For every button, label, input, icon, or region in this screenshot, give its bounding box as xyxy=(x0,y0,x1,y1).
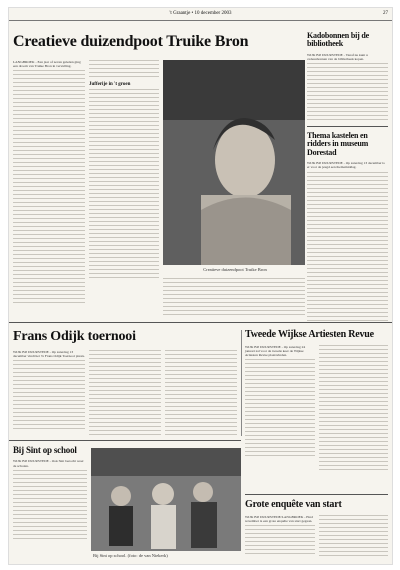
main-body-lines-2 xyxy=(89,89,159,279)
theme-headline: Thema kastelen en ridders in museum Dorestad xyxy=(307,131,369,157)
theme-article xyxy=(307,132,388,318)
page-number: 27 xyxy=(383,11,388,16)
tweede-article xyxy=(245,330,388,490)
portrait-illustration xyxy=(163,60,305,265)
portrait-photo xyxy=(163,60,305,265)
main-article-bottom xyxy=(163,278,305,318)
section-rule-1 xyxy=(9,322,392,323)
sint-illustration xyxy=(91,448,241,551)
main-subhead: Jufferije in 't groen xyxy=(89,82,131,87)
main-body-lines-1 xyxy=(13,70,85,306)
kado-headline: Kadobonnen bij de bibliotheek xyxy=(307,31,369,49)
section-rule-2 xyxy=(9,440,241,441)
issue-line: 't Graantje • 10 december 2003 xyxy=(169,11,232,16)
sint-headline: Bij Sint op school xyxy=(13,445,77,455)
page-header xyxy=(9,8,392,21)
frans-headline: Frans Odijk toernooi xyxy=(13,329,136,344)
sint-caption: Bij Sint op school. (foto: de van Niekerk) xyxy=(93,553,168,558)
column-divider xyxy=(241,330,242,436)
sint-photo xyxy=(91,448,241,551)
grote-lead-text: WIJK BIJ DUURSTEDE/LANGBROEK - Eind november is een grote enquête van start gegaan. xyxy=(245,514,313,523)
kado-lead-text: WIJK BIJ DUURSTEDE - Vanaf nu kunt u cadeaubonnen van de bibliotheek kopen. xyxy=(307,52,368,61)
newspaper-page xyxy=(9,8,392,564)
main-article-col-1 xyxy=(13,60,85,318)
frans-col-3 xyxy=(165,350,237,436)
grote-headline: Grote enquête van start xyxy=(245,499,342,510)
theme-lead-text: WIJK BIJ DUURSTEDE - Op zaterdag 13 december is er voor de jeugd een themamiddag. xyxy=(307,161,385,170)
grote-article xyxy=(245,500,388,560)
frans-col-1 xyxy=(13,350,85,436)
sint-lead-text: WIJK BIJ DUURSTEDE - Ook Sint bezocht weer de scholen. xyxy=(13,459,84,468)
frans-col-2 xyxy=(89,350,161,436)
theme-body-lines xyxy=(307,172,388,322)
main-lead-text: LANGBROEK - Een jaar of zeven geleden ging een droom van Truike Bron in vervulling. xyxy=(13,60,81,69)
tweede-lead-text: WIJK BIJ DUURSTEDE - Op zaterdag 24 januari zal voor de tweede keer de Wijkse Artiesten Revue plaatsvinden. xyxy=(245,344,306,357)
main-article-col-2 xyxy=(89,60,159,318)
kado-body-lines xyxy=(307,63,388,121)
tweede-headline: Tweede Wijkse Artiesten Revue xyxy=(245,329,374,340)
main-caption: Creatieve duizendpoot Truike Bron xyxy=(203,267,267,272)
frans-lead-text: WIJK BIJ DUURSTEDE - Op zaterdag 13 december vindt het 7e Frans Odijk Toernooi plaats. xyxy=(13,350,85,359)
sint-article xyxy=(13,446,87,558)
section-rule-3 xyxy=(245,494,388,495)
main-headline: Creatieve duizendpoot Truike Bron xyxy=(13,33,249,50)
kado-article xyxy=(307,32,388,120)
